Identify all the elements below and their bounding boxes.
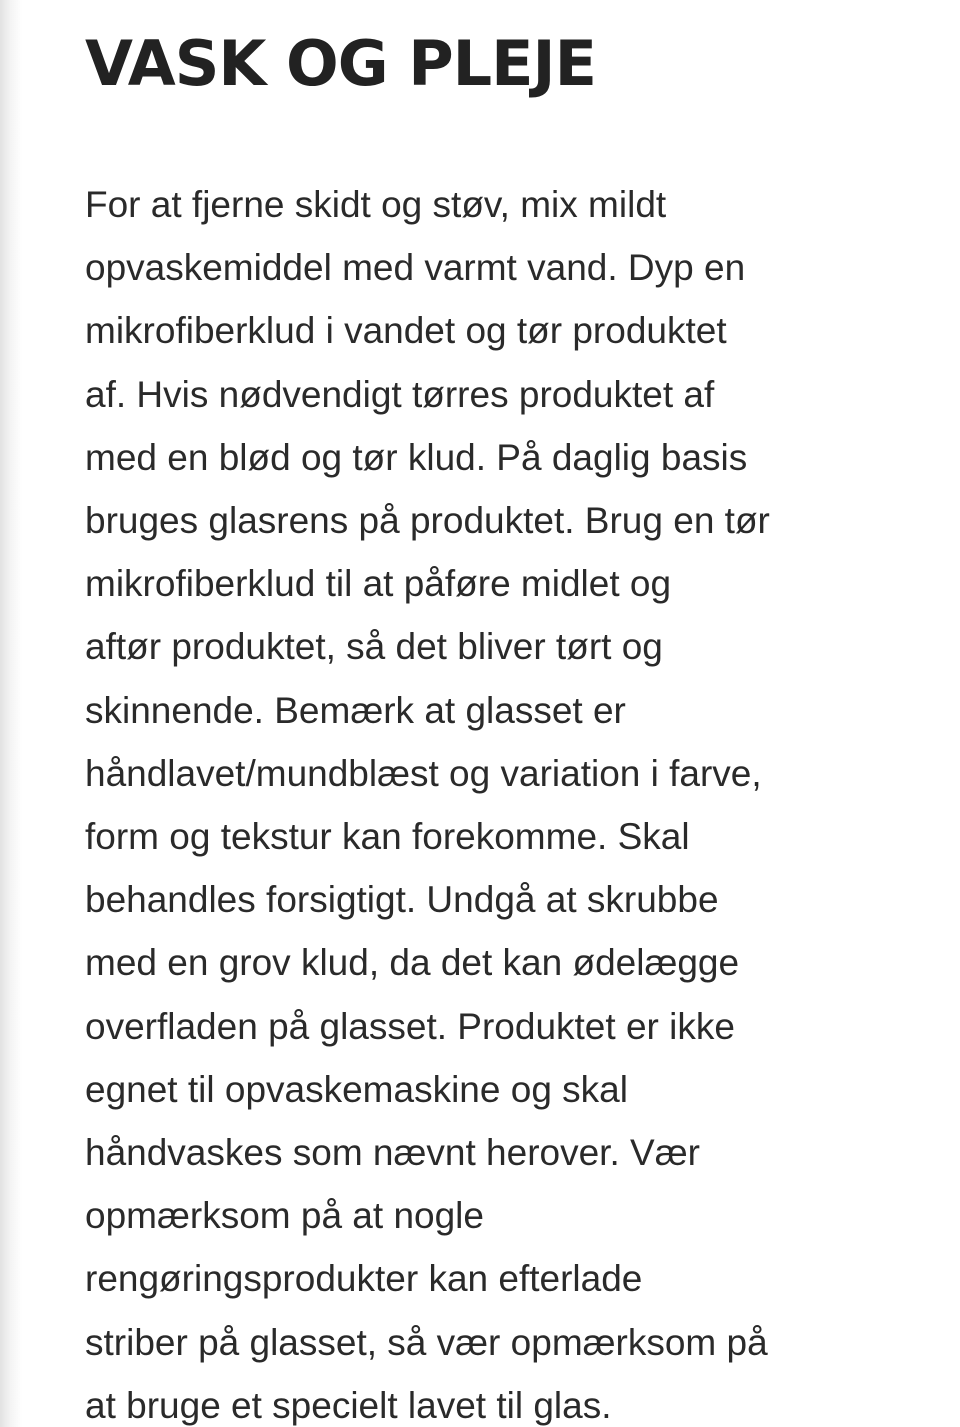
text-line: opmærksom på at nogle: [85, 1195, 484, 1237]
text-line: håndvaskes som nævnt herover. Vær: [85, 1132, 700, 1174]
care-instructions-text: [85, 173, 845, 1427]
text-line: behandles forsigtigt. Undgå at skrubbe: [85, 879, 719, 921]
text-line: mikrofiberklud i vandet og tør produktet: [85, 310, 727, 352]
text-line: egnet til opvaskemaskine og skal: [85, 1068, 628, 1110]
text-line: skinnende. Bemærk at glasset er: [85, 689, 626, 731]
text-line: at bruge et specielt lavet til glas.: [85, 1384, 612, 1426]
text-line: med en grov klud, da det kan ødelægge: [85, 942, 740, 984]
text-line: overfladen på glasset. Produktet er ikke: [85, 1005, 735, 1047]
left-edge-shadow: [0, 0, 22, 1427]
text-line: mikrofiberklud til at påføre midlet og: [85, 563, 672, 605]
text-line: med en blød og tør klud. På daglig basis: [85, 436, 748, 478]
text-line: bruges glasrens på produktet. Brug en tør: [85, 500, 770, 542]
text-line: håndlavet/mundblæst og variation i farve,: [85, 752, 762, 794]
text-line: For at fjerne skidt og støv, mix mildt: [85, 184, 667, 225]
text-line: opvaskemiddel med varmt vand. Dyp en: [85, 247, 746, 289]
text-line: aftør produktet, så det bliver tørt og: [85, 626, 663, 668]
care-section: [85, 0, 845, 1427]
text-line: striber på glasset, så vær opmærksom på: [85, 1321, 768, 1363]
text-line: af. Hvis nødvendigt tørres produktet af: [85, 373, 715, 415]
text-line: rengøringsprodukter kan efterlade: [85, 1258, 643, 1300]
text-line: form og tekstur kan forekomme. Skal: [85, 816, 690, 858]
section-title: VASK OG PLEJE: [85, 27, 596, 100]
